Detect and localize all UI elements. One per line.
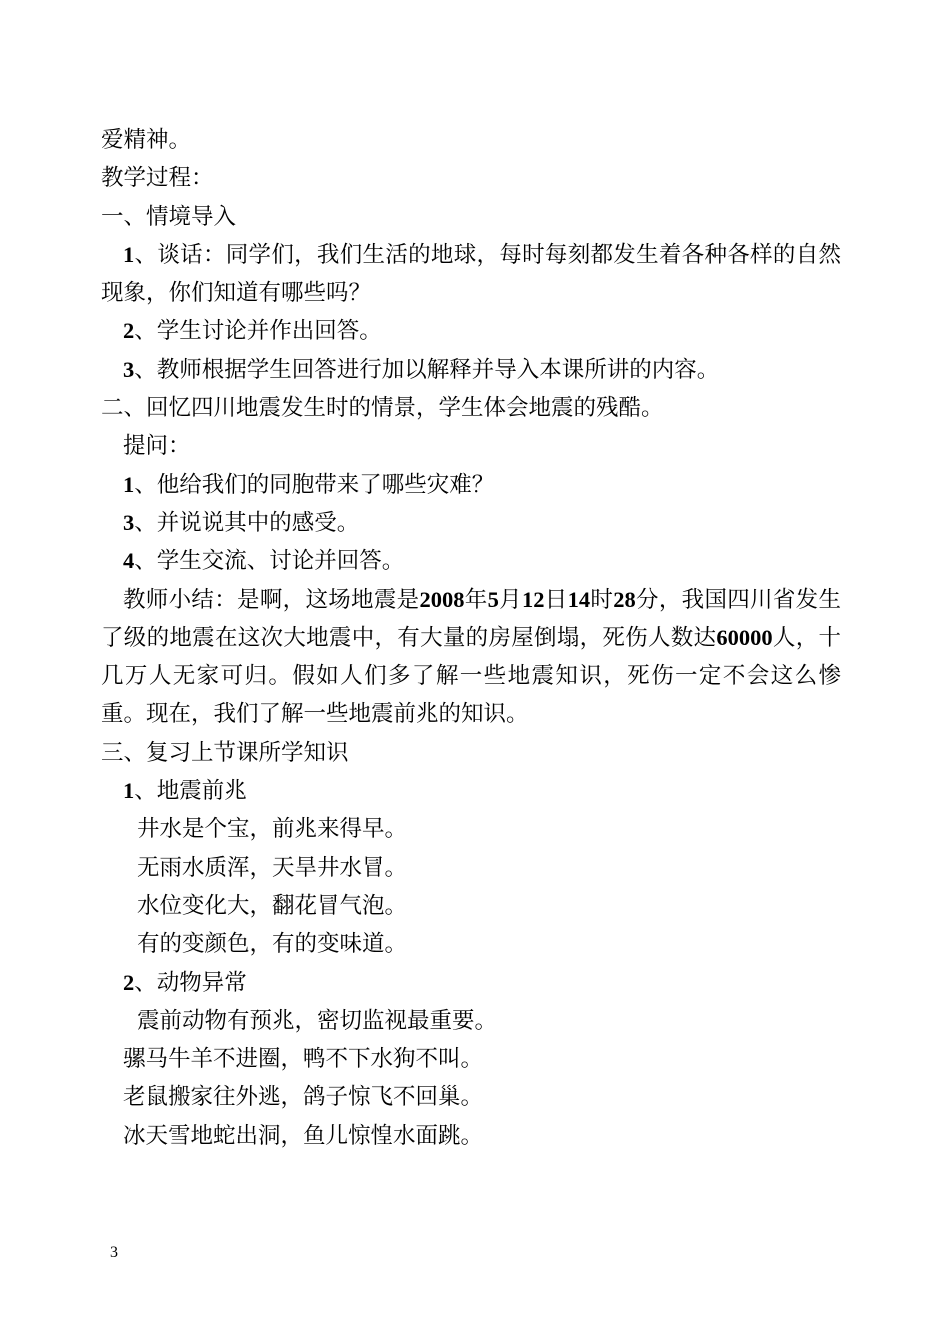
numbered-line: 2、动物异常	[123, 969, 247, 996]
numbered-line: 2、学生讨论并作出回答。	[123, 318, 382, 345]
verse-line: 水位变化大，翻花冒气泡。	[137, 892, 408, 919]
verse-line: 震前动物有预兆，密切监视最重要。	[137, 1007, 498, 1034]
section-heading: 一、情境导入	[101, 203, 237, 230]
section-heading: 三、复习上节课所学知识	[101, 739, 349, 766]
verse-line: 骡马牛羊不进圈，鸭不下水狗不叫。	[123, 1046, 484, 1073]
section-heading: 教学过程：	[101, 165, 214, 192]
verse-line: 冰天雪地蛇出洞，鱼儿惊惶水面跳。	[123, 1122, 484, 1149]
document-body	[101, 121, 841, 1155]
numbered-line: 1、他给我们的同胞带来了哪些灾难？	[123, 471, 495, 498]
verse-line: 老鼠搬家往外逃，鸽子惊飞不回巢。	[123, 1084, 484, 1111]
numbered-line: 3、教师根据学生回答进行加以解释并导入本课所讲的内容。	[123, 356, 720, 383]
verse-line: 无雨水质浑，天旱井水冒。	[137, 854, 408, 881]
numbered-paragraph: 1、谈话：同学们，我们生活的地球，每时每刻都发生着各种各样的自然现象，你们知道有哪些吗？	[101, 241, 841, 307]
verse-line: 有的变颜色，有的变味道。	[137, 931, 408, 958]
summary-paragraph: 教师小结：是啊，这场地震是2008年5月12日14时28分，我国四川省发生了级的地震在这次大地震中，有大量的房屋倒塌，死伤人数达60000人，十几万人无家可归。假如人们多了解一些地震知识，死伤一定不会这么惨重。现在，我们了解一些地震前兆的知识。	[101, 586, 841, 728]
section-heading: 二、回忆四川地震发生时的情景，学生体会地震的残酷。	[101, 395, 664, 422]
verse-line: 井水是个宝，前兆来得早。	[137, 816, 408, 843]
text-line: 爱精神。	[101, 127, 192, 153]
numbered-line: 4、学生交流、讨论并回答。	[123, 548, 405, 575]
page-number: 3	[110, 1244, 118, 1261]
numbered-line: 3、并说说其中的感受。	[123, 509, 360, 536]
numbered-line: 1、地震前兆	[123, 778, 247, 805]
text-line: 提问：	[123, 433, 191, 460]
